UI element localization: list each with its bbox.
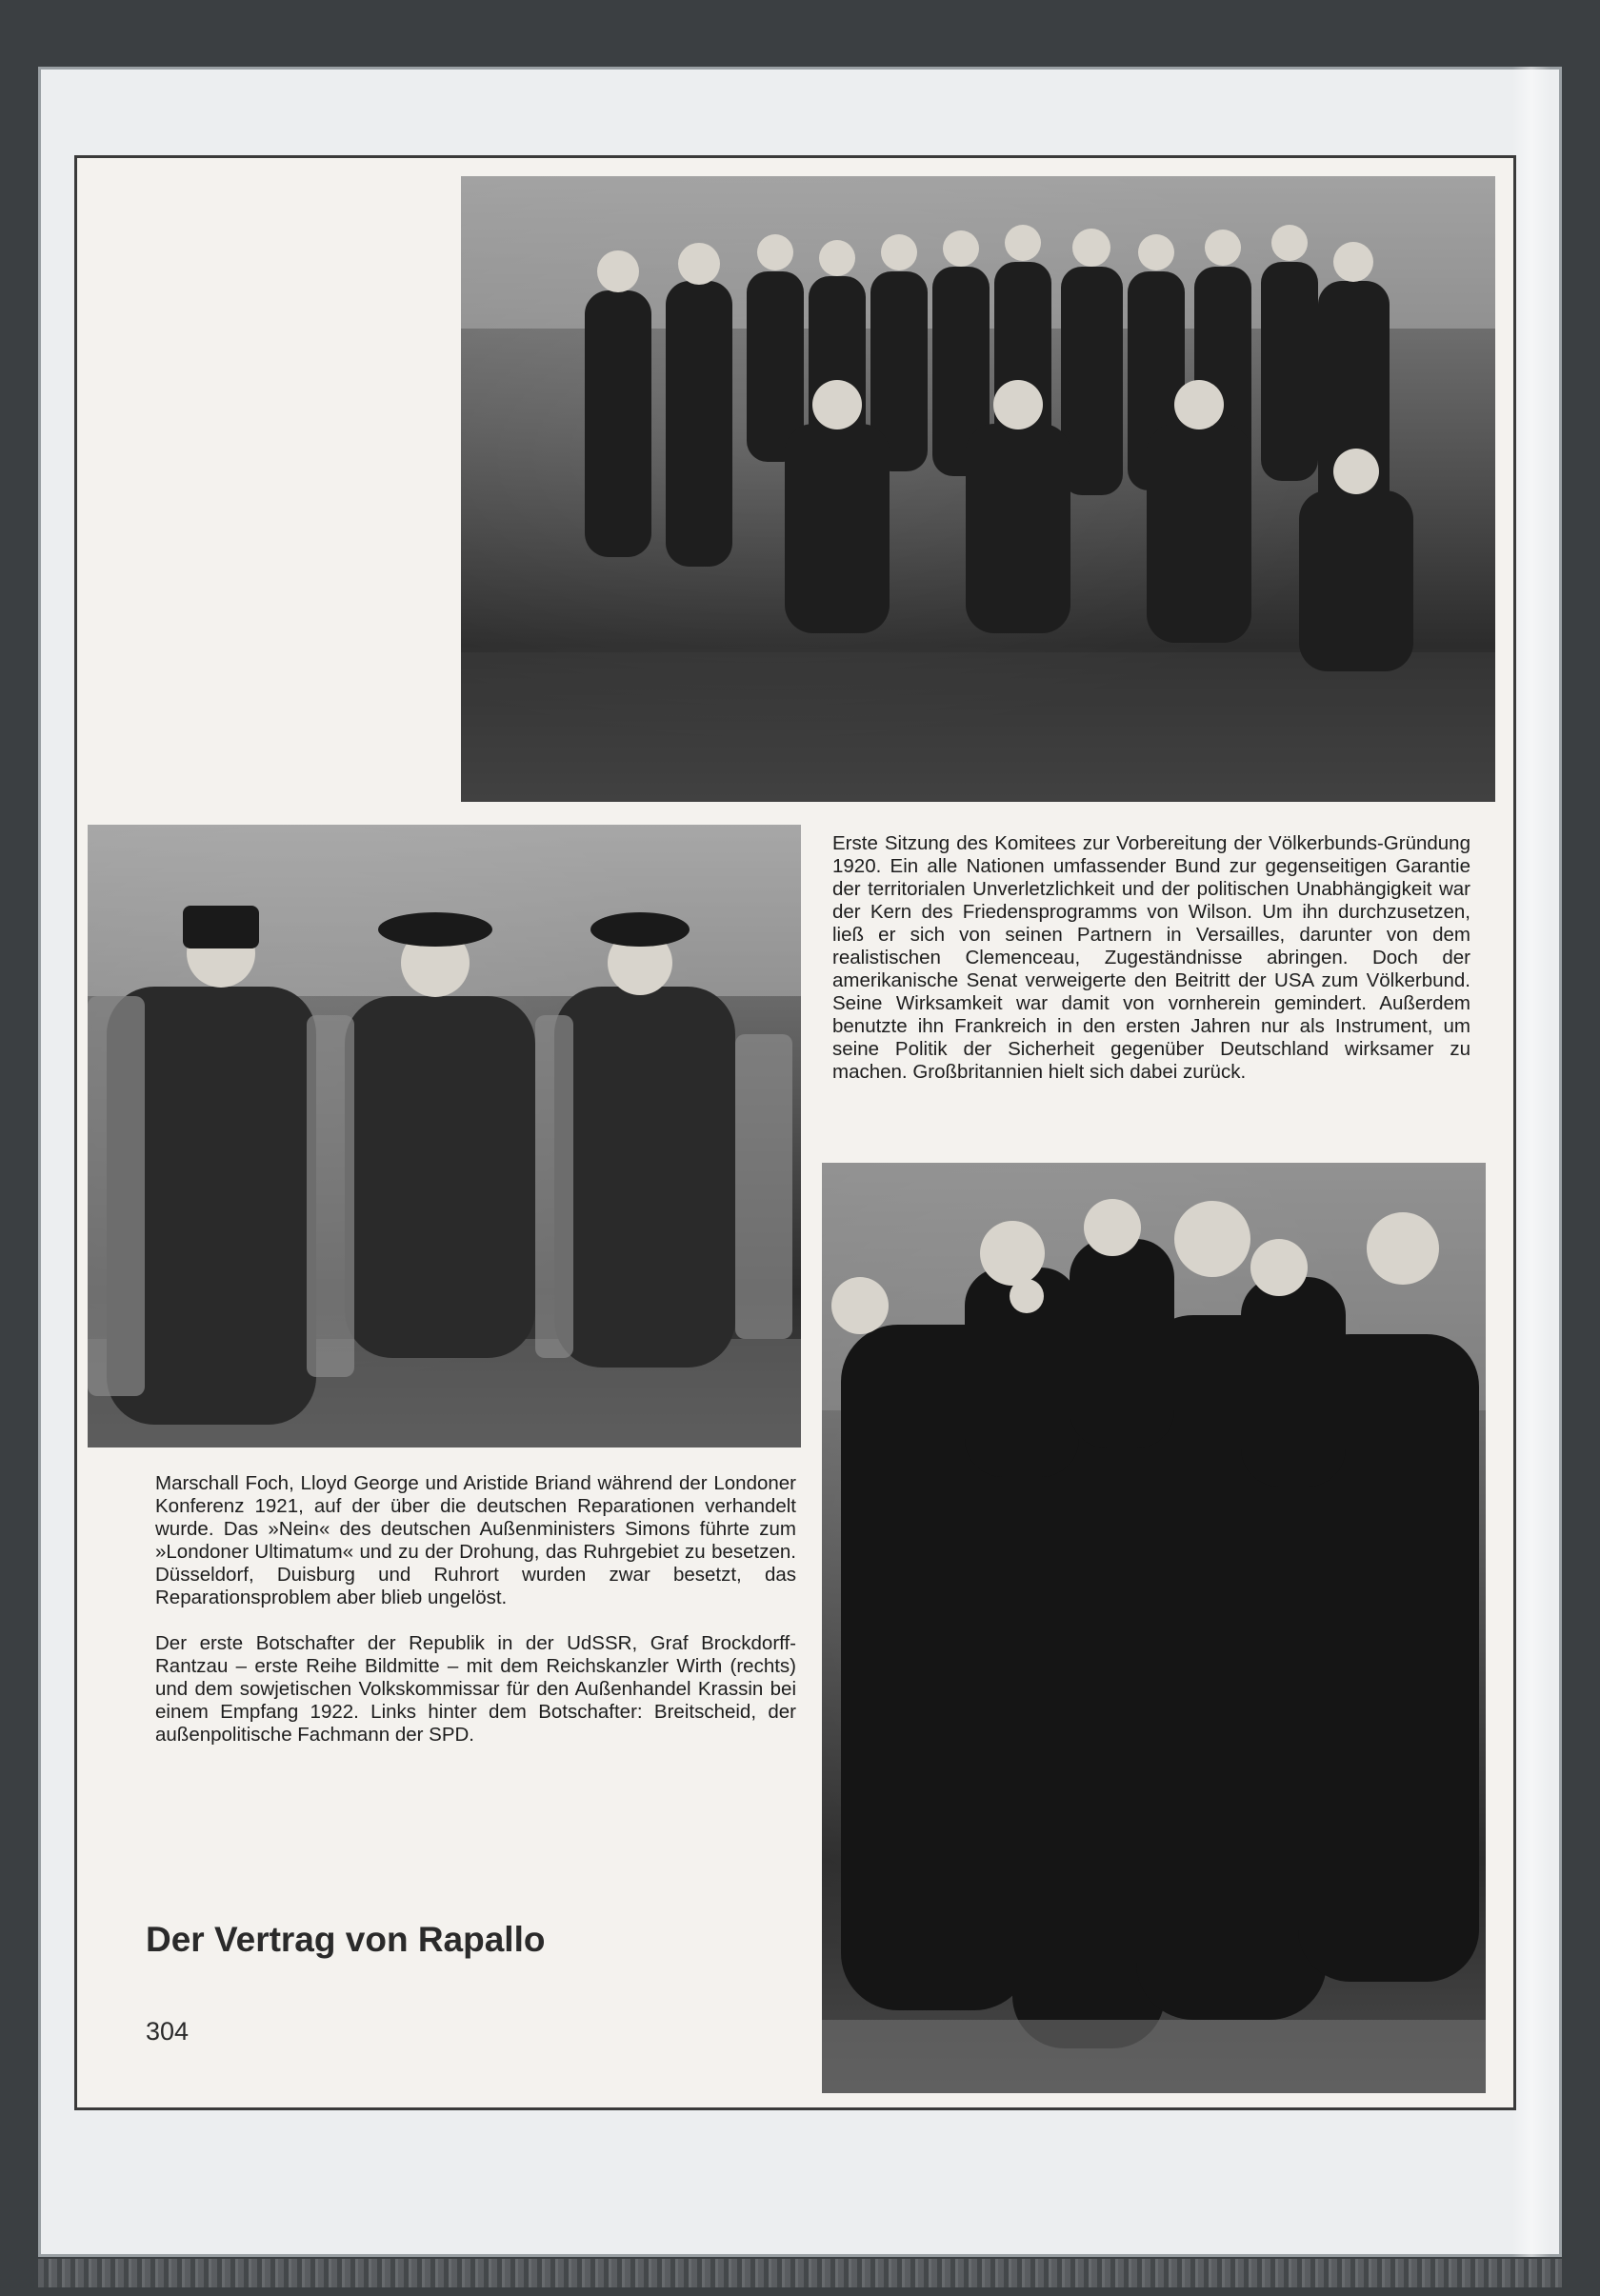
section-heading: Der Vertrag von Rapallo	[146, 1920, 546, 1959]
caption-london-conference: Marschall Foch, Lloyd George und Aristide Briand während der Londoner Konferenz 1921, auf der über die deutschen Reparationen verhandelt wurde. Das »Nein« des deutschen Außenministers Simons führte zum »Londoner Ultimatum« und zu der Drohung, das Ruhrgebiet zu besetzen. Düsseldorf, Duisburg und Ruhrort wurden zwar besetzt, das Reparationsproblem aber blieb ungelöst.	[155, 1472, 796, 1608]
caption-ambassador: Der erste Botschafter der Republik in der UdSSR, Graf Brockdorff-Rantzau – erste Reihe Bildmitte – mit dem Reichskanzler Wirth (rechts) und dem sowjetischen Volkskommissar für den Außenhandel Krassin bei einem Empfang 1922. Links hinter dem Botschafter: Breitscheid, der außenpolitische Fachmann der SPD.	[155, 1632, 796, 1746]
caption-league-committee: Erste Sitzung des Komitees zur Vorbereitung der Völkerbunds-Gründung 1920. Ein alle Nationen umfassender Bund zur gegenseitigen Garantie der territorialen Unverletzlichkeit und der politischen Unabhängigkeit war der Kern des Friedensprogramms von Wilson. Um ihn durchzusetzen, ließ er sich von seinen Partnern in Versailles, darunter von dem realistischen Clemenceau, Zugeständnisse abringen. Doch der amerikanische Senat verweigerte den Beitritt der USA zum Völkerbund. Seine Wirksamkeit war damit von vornherein gemindert. Außerdem benutzte ihn Frankreich in den ersten Jahren nur als Instrument, um seine Politik der Sicherheit gegenüber Deutschland wirksamer zu machen. Großbritannien hielt sich dabei zurück.	[832, 832, 1470, 1083]
sleeve-gloss	[1512, 67, 1550, 2257]
photo-ambassador-reception	[822, 1163, 1486, 2093]
book-page	[74, 155, 1516, 2110]
photo-london-conference	[88, 825, 801, 1447]
sleeve-edge-strip	[38, 2259, 1562, 2287]
photo-league-committee	[461, 176, 1495, 802]
page-number: 304	[146, 2017, 190, 2046]
